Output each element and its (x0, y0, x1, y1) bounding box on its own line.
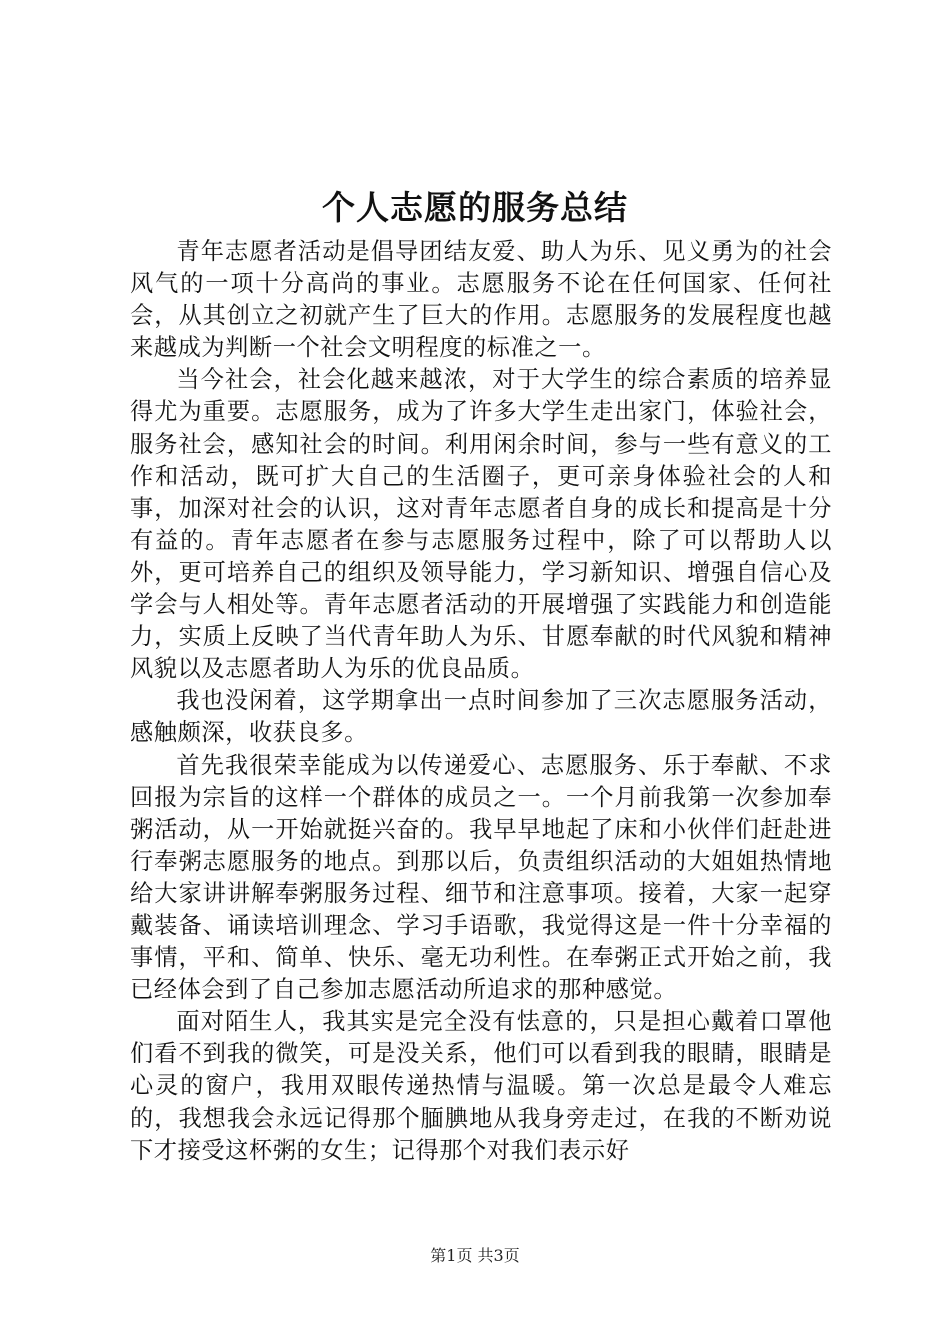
page-title: 个人志愿的服务总结 (322, 188, 628, 227)
document-body (130, 236, 832, 1167)
paragraph-4: 首先我很荣幸能成为以传递爱心、志愿服务、乐于奉献、不求回报为宗旨的这样一个群体的成员之一。一个月前我第一次参加奉粥活动，从一开始就挺兴奋的。我早早地起了床和小伙伴们赶赴进行奉粥志愿服务的地点。到那以后，负责组织活动的大姐姐热情地给大家讲讲解奉粥服务过程、细节和注意事项。接着，大家一起穿戴装备、诵读培训理念、学习手语歌，我觉得这是一件十分幸福的事情，平和、简单、快乐、毫无功利性。在奉粥正式开始之前，我已经体会到了自己参加志愿活动所追求的那种感觉。 (130, 751, 832, 1004)
paragraph-5: 面对陌生人，我其实是完全没有怯意的，只是担心戴着口罩他们看不到我的微笑，可是没关系，他们可以看到我的眼睛，眼睛是心灵的窗户，我用双眼传递热情与温暖。第一次总是最令人难忘的，我想我会永远记得那个腼腆地从我身旁走过，在我的不断劝说下才接受这杯粥的女生；记得那个对我们表示好 (130, 1008, 832, 1164)
paragraph-1: 青年志愿者活动是倡导团结友爱、助人为乐、见义勇为的社会风气的一项十分高尚的事业。志愿服务不论在任何国家、任何社会，从其创立之初就产生了巨大的作用。志愿服务的发展程度也越来越成为判断一个社会文明程度的标准之一。 (130, 238, 832, 362)
paragraph-3: 我也没闲着，这学期拿出一点时间参加了三次志愿服务活动，感触颇深，收获良多。 (130, 687, 832, 747)
page-number-footer: 第1页 共3页 (430, 1246, 520, 1265)
paragraph-2: 当今社会，社会化越来越浓，对于大学生的综合素质的培养显得尤为重要。志愿服务，成为了许多大学生走出家门，体验社会，服务社会，感知社会的时间。利用闲余时间，参与一些有意义的工作和活动，既可扩大自己的生活圈子，更可亲身体验社会的人和事，加深对社会的认识，这对青年志愿者自身的成长和提高是十分有益的。青年志愿者在参与志愿服务过程中，除了可以帮助人以外，更可培养自己的组织及领导能力，学习新知识、增强自信心及学会与人相处等。青年志愿者活动的开展增强了实践能力和创造能力，实质上反映了当代青年助人为乐、甘愿奉献的时代风貌和精神风貌以及志愿者助人为乐的优良品质。 (130, 366, 832, 683)
